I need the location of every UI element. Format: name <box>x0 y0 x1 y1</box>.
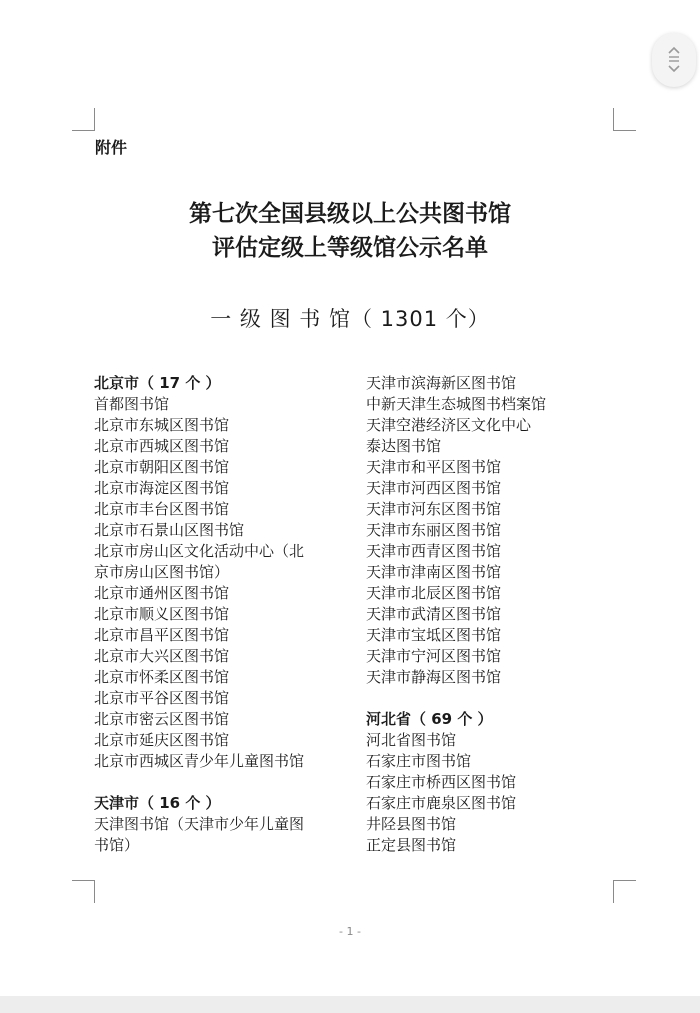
list-item: 天津市东丽区图书馆 <box>366 521 502 539</box>
list-item: 北京市房山区文化活动中心（北 <box>94 542 305 560</box>
list-item: 北京市西城区青少年儿童图书馆 <box>94 752 305 770</box>
list-item: 天津市北辰区图书馆 <box>366 584 502 602</box>
crop-mark-top-left <box>72 108 95 131</box>
crop-mark-bottom-left <box>72 880 95 903</box>
list-item: 天津市武清区图书馆 <box>366 605 502 623</box>
list-item: 正定县图书馆 <box>366 836 457 854</box>
left-column <box>94 373 334 856</box>
list-item: 河北省图书馆 <box>366 731 457 749</box>
list-item: 北京市朝阳区图书馆 <box>94 458 230 476</box>
list-item: 首都图书馆 <box>94 395 170 413</box>
scroll-handle[interactable] <box>652 33 696 87</box>
list-item: 石家庄市桥西区图书馆 <box>366 773 517 791</box>
region-header-beijing: 北京市（ 17 个 ） <box>94 374 221 392</box>
list-item: 北京市平谷区图书馆 <box>94 689 230 707</box>
list-item: 石家庄市图书馆 <box>366 752 472 770</box>
document-title-line-2: 评估定级上等级馆公示名单 <box>212 235 488 261</box>
grade-heading: 一 级 图 书 馆（ 1301 个） <box>210 307 490 331</box>
list-item: 北京市东城区图书馆 <box>94 416 230 434</box>
section-gap <box>366 688 606 709</box>
list-item: 天津市宁河区图书馆 <box>366 647 502 665</box>
crop-mark-top-right <box>613 108 636 131</box>
list-item: 天津图书馆（天津市少年儿童图 <box>94 815 305 833</box>
list-item: 中新天津生态城图书档案馆 <box>366 395 547 413</box>
list-item: 书馆） <box>94 836 140 854</box>
list-item: 天津市静海区图书馆 <box>366 668 502 686</box>
scroll-handle-icon <box>664 45 684 75</box>
region-header-tianjin: 天津市（ 16 个 ） <box>94 794 221 812</box>
list-item: 天津市宝坻区图书馆 <box>366 626 502 644</box>
list-item: 北京市延庆区图书馆 <box>94 731 230 749</box>
list-item: 北京市大兴区图书馆 <box>94 647 230 665</box>
list-item: 天津市河西区图书馆 <box>366 479 502 497</box>
list-item: 天津市西青区图书馆 <box>366 542 502 560</box>
list-item: 井陉县图书馆 <box>366 815 457 833</box>
right-column <box>366 373 606 856</box>
region-header-hebei: 河北省（ 69 个 ） <box>366 710 493 728</box>
list-item: 北京市怀柔区图书馆 <box>94 668 230 686</box>
list-item: 京市房山区图书馆） <box>94 563 230 581</box>
list-item: 北京市昌平区图书馆 <box>94 626 230 644</box>
list-item: 北京市通州区图书馆 <box>94 584 230 602</box>
section-gap <box>94 772 334 793</box>
page-number: - 1 - <box>339 925 361 938</box>
list-item: 天津空港经济区文化中心 <box>366 416 532 434</box>
list-item: 天津市河东区图书馆 <box>366 500 502 518</box>
list-item: 北京市丰台区图书馆 <box>94 500 230 518</box>
crop-mark-bottom-right <box>613 880 636 903</box>
viewer-bottom-bar <box>0 996 700 1013</box>
list-item: 泰达图书馆 <box>366 437 442 455</box>
list-item: 石家庄市鹿泉区图书馆 <box>366 794 517 812</box>
list-item: 天津市津南区图书馆 <box>366 563 502 581</box>
list-item: 天津市和平区图书馆 <box>366 458 502 476</box>
list-item: 天津市滨海新区图书馆 <box>366 374 517 392</box>
list-item: 北京市石景山区图书馆 <box>94 521 245 539</box>
list-item: 北京市顺义区图书馆 <box>94 605 230 623</box>
attachment-label: 附件 <box>95 138 128 157</box>
list-item: 北京市西城区图书馆 <box>94 437 230 455</box>
document-title-line-1: 第七次全国县级以上公共图书馆 <box>189 201 511 227</box>
list-item: 北京市密云区图书馆 <box>94 710 230 728</box>
list-item: 北京市海淀区图书馆 <box>94 479 230 497</box>
